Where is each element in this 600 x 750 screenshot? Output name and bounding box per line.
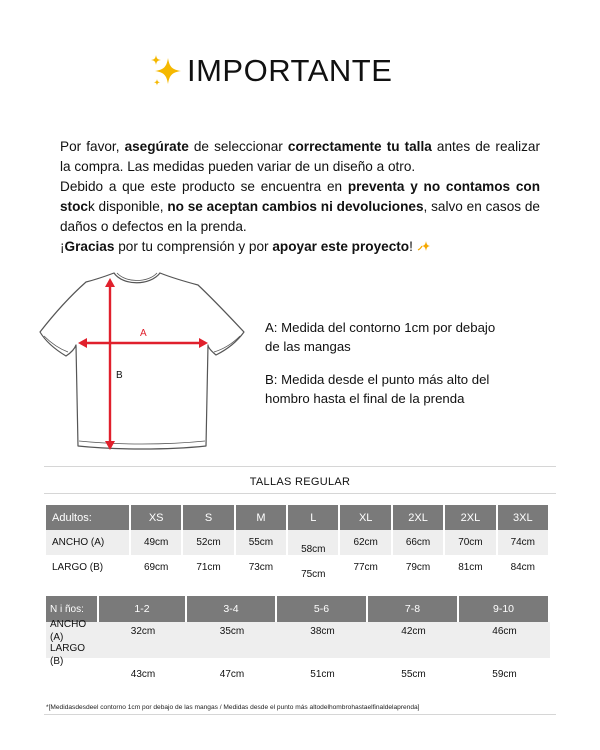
table-cell-value: 75cm (301, 569, 326, 580)
size-header: 3XL (498, 505, 550, 530)
size-header: M (236, 505, 288, 530)
title-text: IMPORTANTE (187, 53, 393, 88)
header-label: Adultos: (46, 505, 131, 530)
text: Por favor, (60, 139, 125, 154)
table-cell: 32cm (130, 626, 156, 637)
table-cell: 69cm (131, 555, 183, 580)
adult-size-table (46, 505, 550, 580)
table-cell: 43cm (130, 669, 156, 680)
size-header: 7-8 (368, 596, 459, 622)
measure-a-description: A: Medida del contorno 1cm por debajo de las mangas (265, 320, 496, 354)
table-cell: 52cm (183, 530, 235, 555)
text: ! (409, 239, 417, 254)
table-cell: 42cm (401, 626, 426, 637)
bold-text: no se aceptan cambios ni devoluciones (167, 199, 424, 214)
divider (44, 493, 556, 494)
table-cell (288, 530, 340, 555)
label-line: ANCHO (50, 619, 87, 630)
row-label: ANCHO (A) (46, 530, 131, 555)
table-cell: 46cm (492, 626, 517, 637)
table-row (46, 530, 550, 555)
size-header: 3-4 (187, 596, 277, 622)
table-cell: 73cm (236, 555, 288, 580)
label-a: A (140, 328, 147, 339)
footnote: *[Medidasdesdeel contorno 1cm por debajo de las mangas / Medidas desde el punto más altodelhombrohastaelfinaldelaprenda] (46, 704, 420, 711)
text: k disponible, (87, 199, 168, 214)
row-label-largo (50, 642, 85, 668)
bold-text: preventa y no contamos con stoc (60, 179, 540, 214)
label-b: B (116, 370, 123, 381)
sizes-title: TALLAS REGULAR (249, 476, 351, 488)
label-line: LARGO (50, 643, 86, 654)
table-cell: 55cm (236, 530, 288, 555)
measure-b-description: B: Medida desde el punto más alto del hombro hasta el final de la prenda (265, 372, 490, 406)
bold-text: apoyar este proyecto (272, 239, 410, 254)
tshirt-diagram (38, 270, 248, 455)
table-cell: 62cm (340, 530, 392, 555)
table-cell: 49cm (131, 530, 183, 555)
table-cell: 79cm (393, 555, 445, 580)
divider (44, 466, 556, 467)
size-header: 2XL (393, 505, 445, 530)
divider (44, 714, 556, 715)
table-cell (288, 555, 340, 580)
header-label: N i ños: (46, 596, 99, 622)
table-cell: 51cm (310, 669, 335, 680)
table-cell: 47cm (219, 669, 245, 680)
text: , salvo en casos de daños o defectos en la prenda. (60, 199, 540, 234)
page-title (148, 52, 392, 90)
notice-text (60, 137, 540, 257)
row-label-ancho (50, 618, 86, 644)
label-line: (A) (50, 632, 64, 643)
table-header-row (46, 505, 550, 530)
notice-paragraph (60, 177, 540, 237)
text: por tu comprensión y por (114, 239, 273, 254)
label-line: (B) (50, 656, 64, 667)
text: de seleccionar (188, 139, 288, 154)
text: ¡ (60, 239, 65, 254)
table-cell: 70cm (445, 530, 497, 555)
size-header: 1-2 (99, 596, 187, 622)
table-cell: 71cm (183, 555, 235, 580)
table-cell: 38cm (310, 626, 335, 637)
bold-text: asegúrate (124, 139, 189, 154)
table-cell: 59cm (492, 669, 517, 680)
size-header: 2XL (445, 505, 497, 530)
table-cell-value: 58cm (301, 544, 326, 555)
table-cell: 77cm (340, 555, 392, 580)
notice-paragraph (60, 137, 540, 177)
dizzy-star-icon (417, 239, 431, 253)
table-cell: 81cm (445, 555, 497, 580)
size-header: XS (131, 505, 183, 530)
size-header: 9-10 (459, 596, 550, 622)
bold-text: correctamente tu talla (287, 139, 432, 154)
table-body (46, 619, 550, 684)
bold-text: Gracias (64, 239, 115, 254)
table-cell: 35cm (219, 626, 245, 637)
table-header-row (46, 596, 550, 622)
table-cell: 66cm (393, 530, 445, 555)
text: Debido a que este producto se encuentra en (60, 179, 348, 194)
table-row (46, 555, 550, 580)
row-label: LARGO (B) (46, 555, 131, 580)
table-cell: 74cm (498, 530, 550, 555)
kids-size-table (46, 596, 550, 684)
size-header: 5-6 (277, 596, 368, 622)
size-header: XL (340, 505, 392, 530)
table-cell: 84cm (498, 555, 550, 580)
size-header: L (288, 505, 340, 530)
size-header: S (183, 505, 235, 530)
text: antes de realizar la compra. Las medidas pueden variar de un diseño a otro. (60, 139, 540, 174)
table-cell: 55cm (401, 669, 426, 680)
sparkles-icon (148, 52, 186, 90)
notice-paragraph (60, 237, 540, 257)
